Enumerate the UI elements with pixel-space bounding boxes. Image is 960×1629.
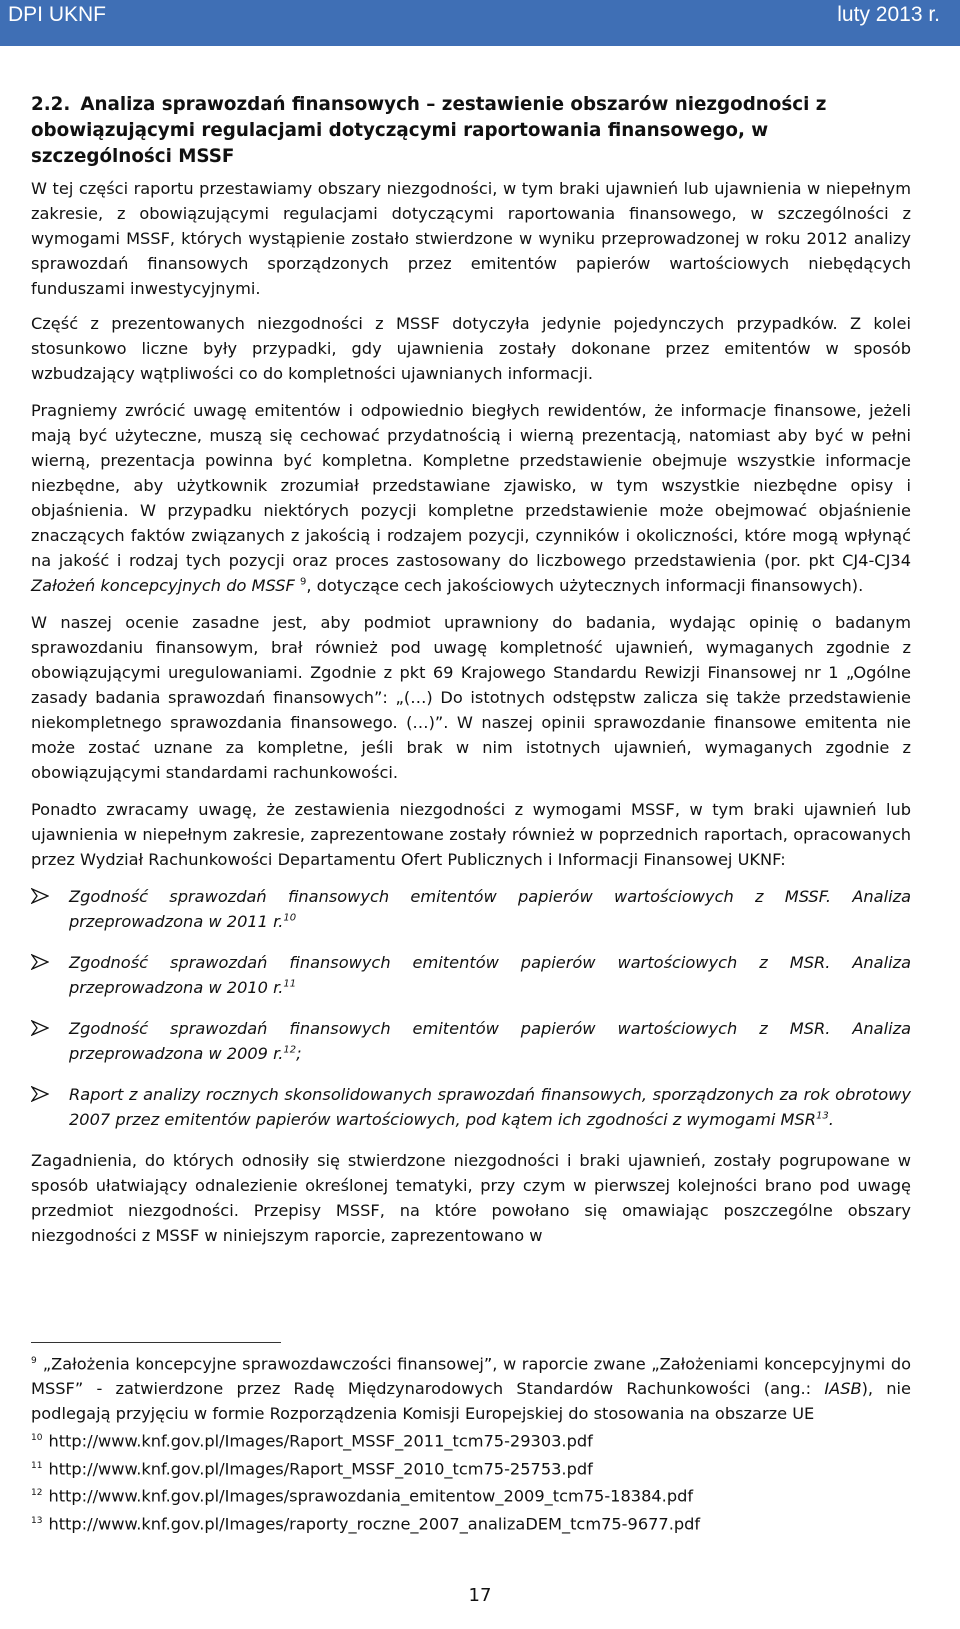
footnote-ref-12: 12 [283, 1044, 297, 1056]
paragraph-completeness-text: Pragniemy zwrócić uwagę emitentów i odpowiednio biegłych rewidentów, że informacje finansowe, jeżeli mają być użyteczne, muszą się cechować przydatnością i wierną prezentacją, natomiast aby być w pełni wierną, prezentacja powinna być kompletna. Kompletne przedstawienie obejmuje wszystkie informacje niezbędne, aby użytkownik zrozumiał przedstawiane zjawisko, w tym wszystkie niezbędne opisy i objaśnienia. W przypadku niektórych pozycji kompletne przedstawienie może obejmować objaśnienie znaczących faktów związanych z jakością i rodzajem pozycji, czynników i okoliczności, które mogą wpłynąć na jakość i rodzaj tych pozycji oraz proces zastosowany do liczbowego przedstawienia (por. pkt CJ4-CJ34 [31, 401, 911, 570]
document-body [31, 92, 911, 1260]
footnote-text: „Założenia koncepcyjne sprawozdawczości finansowej”, w raporcie zwane „Założeniami koncepcyjnymi do MSSF” - zatwierdzone przez Radę Międzynarodowych Standardów Rachunkowości (ang.: [31, 1354, 911, 1399]
list-item [31, 884, 911, 934]
footnote-ref-9: 9 [299, 576, 307, 588]
header-organization: DPI UKNF [8, 3, 107, 26]
footnote-link[interactable]: http://www.knf.gov.pl/Images/sprawozdania_emitentow_2009_tcm75-18384.pdf [48, 1486, 694, 1506]
footnote-13 [31, 1509, 911, 1536]
list-item [31, 1082, 911, 1132]
footnote-number: 13 [31, 1515, 43, 1526]
footnote-link[interactable]: http://www.knf.gov.pl/Images/Raport_MSSF_2011_tcm75-29303.pdf [48, 1431, 593, 1451]
footnotes [31, 1349, 911, 1536]
section-heading [31, 92, 911, 170]
footnote-12 [31, 1481, 911, 1508]
section-title: Analiza sprawozdań finansowych – zestawienie obszarów niezgodności z obowiązującymi regulacjami dotyczącymi raportowania finansowego, w szczególności MSSF [31, 94, 827, 167]
report-title: Raport z analizy rocznych skonsolidowanych sprawozdań finansowych, sporządzonych za rok obrotowy 2007 przez emitentów papierów wartościowych, pod kątem ich zgodności z wymogami MSR [69, 1085, 911, 1129]
footnote-number: 9 [31, 1356, 37, 1366]
report-title: Zgodność sprawozdań finansowych emitentów papierów wartościowych z MSR. Analiza przeprowadzona w 2010 r. [69, 953, 911, 997]
arrow-bullet-icon [31, 1086, 49, 1102]
footnote-9 [31, 1349, 911, 1426]
footnote-number: 10 [31, 1433, 43, 1444]
footnote-number: 12 [31, 1488, 43, 1499]
paragraph-audit-opinion: W naszej ocenie zasadne jest, aby podmiot uprawniony do badania, wydając opinię o badanym sprawozdaniu finansowym, brał również pod uwagę kompletność ujawnień, wymaganych zgodnie z obowiązującymi uregulowaniami. Zgodnie z pkt 69 Krajowego Standardu Rewizji Finansowej nr 1 „Ogólne zasady badania sprawozdań finansowych”: „(…) Do istotnych odstępstw zalicza się także przedstawienie niekompletnego sprawozdania finansowego. (…)”. W naszej opinii sprawozdanie finansowe emitenta nie może zostać uznane za kompletne, jeśli brak w nim istotnych ujawnień, wymaganych zgodnie z obowiązującymi standardami rachunkowości. [31, 613, 911, 782]
report-tail: ; [296, 1044, 302, 1063]
paragraph-partial-cases: Część z prezentowanych niezgodności z MSSF dotyczyła jedynie pojedynczych przypadków. Z kolei stosunkowo liczne były przypadki, gdy ujawnienia zostały dokonane przez emitentów w sposób wzbudzający wątpliwości co do kompletności ujawnianych informacji. [31, 314, 911, 383]
footnote-11 [31, 1454, 911, 1481]
page-number: 17 [468, 1585, 492, 1606]
section-number: 2.2. [31, 94, 71, 115]
header-date: luty 2013 r. [837, 3, 940, 26]
footnote-separator [31, 1342, 281, 1343]
list-item [31, 1016, 911, 1066]
arrow-bullet-icon [31, 1020, 49, 1036]
paragraph-completeness-tail: , dotyczące cech jakościowych użytecznych informacji finansowych). [306, 576, 864, 595]
footnote-10 [31, 1426, 911, 1453]
footnote-number: 11 [31, 1460, 43, 1471]
conceptual-framework-title: Założeń koncepcyjnych do MSSF [31, 576, 295, 595]
previous-reports-list [31, 884, 911, 1132]
footnote-ref-11: 11 [283, 978, 297, 990]
footnote-text-tail: ), nie podlegają przyjęciu w formie Rozporządzenia Komisji Europejskiej do stosowania na obszarze UE [31, 1379, 911, 1424]
arrow-bullet-icon [31, 954, 49, 970]
paragraph-previous-reports: Ponadto zwracamy uwagę, że zestawienia niezgodności z wymogami MSSF, w tym braki ujawnień lub ujawnienia w niepełnym zakresie, zaprezentowane zostały również w poprzednich raportach, opracowanych przez Wydział Rachunkowości Departamentu Ofert Publicznych i Informacji Finansowej UKNF: [31, 800, 911, 869]
report-title: Zgodność sprawozdań finansowych emitentów papierów wartościowych z MSR. Analiza przeprowadzona w 2009 r. [69, 1019, 911, 1063]
footnote-link[interactable]: http://www.knf.gov.pl/Images/raporty_roczne_2007_analizaDEM_tcm75-9677.pdf [48, 1513, 701, 1533]
page-header [0, 0, 960, 46]
paragraph-grouping: Zagadnienia, do których odnosiły się stwierdzone niezgodności i braki ujawnień, zostały pogrupowane w sposób ułatwiający odnalezienie określonej tematyki, przy czym w pierwszej kolejności brano pod uwagę przedmiot niezgodności. Przepisy MSSF, na które powołano się omawiając poszczególne obszary niezgodności z MSSF w niniejszym raporcie, zaprezentowano w [31, 1151, 911, 1245]
list-item [31, 950, 911, 1000]
report-tail: . [828, 1110, 834, 1129]
footnote-ref-13: 13 [815, 1110, 829, 1122]
footnote-link[interactable]: http://www.knf.gov.pl/Images/Raport_MSSF_2010_tcm75-25753.pdf [48, 1459, 593, 1479]
footnote-ref-10: 10 [283, 912, 297, 924]
paragraph-completeness [31, 398, 911, 598]
report-title: Zgodność sprawozdań finansowych emitentów papierów wartościowych z MSSF. Analiza przeprowadzona w 2011 r. [69, 887, 911, 931]
arrow-bullet-icon [31, 888, 49, 904]
footnote-italic: IASB [824, 1379, 862, 1399]
paragraph-intro: W tej części raportu przestawiamy obszary niezgodności, w tym braki ujawnień lub ujawnienia w niepełnym zakresie, z obowiązującymi regulacjami dotyczącymi raportowania finansowego, w szczególności z wymogami MSSF, których wystąpienie zostało stwierdzone w wyniku przeprowadzonej w roku 2012 analizy sprawozdań finansowych sporządzonych przez emitentów papierów wartościowych niebędących funduszami inwestycyjnymi. [31, 179, 911, 298]
